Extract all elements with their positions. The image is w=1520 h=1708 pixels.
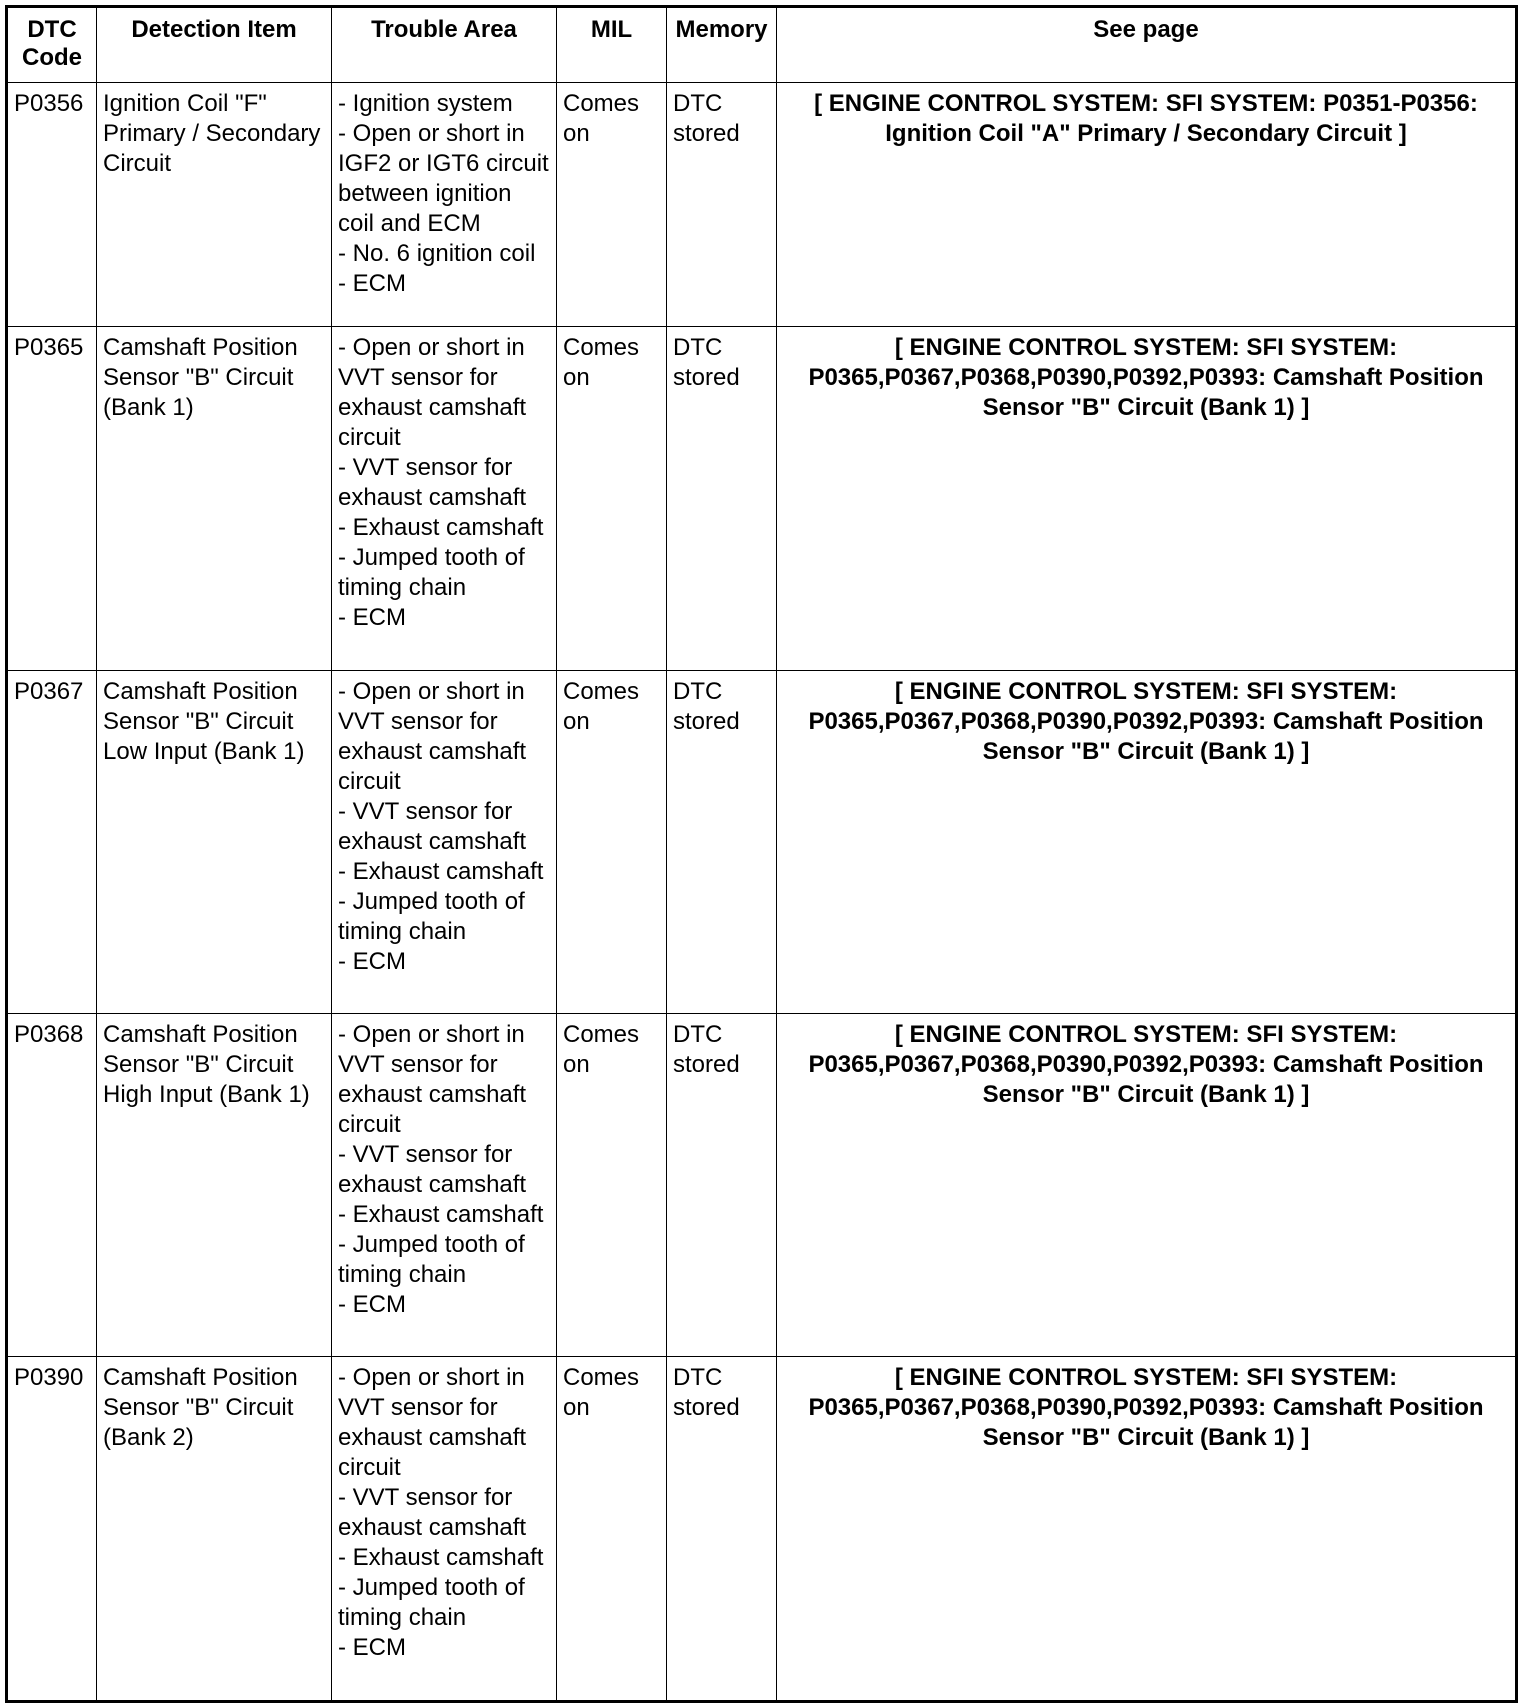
trouble-area-line: - ECM <box>338 604 406 632</box>
table-row <box>7 327 1517 670</box>
mil-cell: Comes on <box>557 1357 667 1702</box>
detection-item-cell: Ignition Coil "F" Primary / Secondary Circuit <box>97 83 332 327</box>
trouble-area-line: - Exhaust camshaft <box>338 857 544 885</box>
trouble-area-line: - Open or short in VVT sensor for exhaust camshaft circuit <box>338 677 533 795</box>
dtc-code-cell: P0367 <box>7 670 97 1013</box>
dtc-code-cell: P0365 <box>7 327 97 670</box>
header-dtc-code: DTC Code <box>7 7 97 83</box>
trouble-area-line: - Open or short in VVT sensor for exhaust camshaft circuit <box>338 1364 533 1482</box>
header-memory: Memory <box>667 7 777 83</box>
trouble-area-line: - Open or short in VVT sensor for exhaust camshaft circuit <box>338 1020 533 1138</box>
detection-item-cell: Camshaft Position Sensor "B" Circuit (Bank 1) <box>97 327 332 670</box>
memory-cell: DTC stored <box>667 670 777 1013</box>
trouble-area-line: - Exhaust camshaft <box>338 514 544 542</box>
trouble-area-line: - VVT sensor for exhaust camshaft <box>338 797 527 855</box>
detection-item-cell: Camshaft Position Sensor "B" Circuit High Input (Bank 1) <box>97 1013 332 1356</box>
trouble-area-cell <box>332 670 557 1013</box>
detection-item-cell: Camshaft Position Sensor "B" Circuit (Bank 2) <box>97 1357 332 1702</box>
trouble-area-line: - Jumped tooth of timing chain <box>338 1574 532 1632</box>
header-row <box>7 7 1517 83</box>
see-page-cell: [ ENGINE CONTROL SYSTEM: SFI SYSTEM: P0365,P0367,P0368,P0390,P0392,P0393: Camshaft Position Sensor "B" Circuit (Bank 1) ] <box>777 1357 1517 1702</box>
header-trouble-area: Trouble Area <box>332 7 557 83</box>
see-page-cell: [ ENGINE CONTROL SYSTEM: SFI SYSTEM: P0365,P0367,P0368,P0390,P0392,P0393: Camshaft Position Sensor "B" Circuit (Bank 1) ] <box>777 670 1517 1013</box>
trouble-area-line: - Jumped tooth of timing chain <box>338 1230 532 1288</box>
trouble-area-cell <box>332 1357 557 1702</box>
mil-cell: Comes on <box>557 83 667 327</box>
trouble-area-line: - ECM <box>338 1634 406 1662</box>
trouble-area-cell <box>332 83 557 327</box>
table-header <box>7 7 1517 83</box>
table-row <box>7 1357 1517 1702</box>
header-mil: MIL <box>557 7 667 83</box>
trouble-area-line: - ECM <box>338 947 406 975</box>
trouble-area-line: - No. 6 ignition coil <box>338 240 536 267</box>
dtc-code-cell: P0356 <box>7 83 97 327</box>
memory-cell: DTC stored <box>667 1357 777 1702</box>
dtc-table <box>5 5 1518 1703</box>
trouble-area-line: - Jumped tooth of timing chain <box>338 544 532 602</box>
trouble-area-cell <box>332 1013 557 1356</box>
table-row <box>7 1013 1517 1356</box>
trouble-area-line: - Open or short in VVT sensor for exhaust camshaft circuit <box>338 334 533 452</box>
see-page-cell: [ ENGINE CONTROL SYSTEM: SFI SYSTEM: P0365,P0367,P0368,P0390,P0392,P0393: Camshaft Position Sensor "B" Circuit (Bank 1) ] <box>777 327 1517 670</box>
table-row <box>7 670 1517 1013</box>
mil-cell: Comes on <box>557 1013 667 1356</box>
memory-cell: DTC stored <box>667 1013 777 1356</box>
trouble-area-line: - ECM <box>338 1290 406 1318</box>
detection-item-cell: Camshaft Position Sensor "B" Circuit Low Input (Bank 1) <box>97 670 332 1013</box>
trouble-area-cell <box>332 327 557 670</box>
mil-cell: Comes on <box>557 670 667 1013</box>
dtc-code-cell: P0368 <box>7 1013 97 1356</box>
trouble-area-line: - Jumped tooth of timing chain <box>338 887 532 945</box>
see-page-cell: [ ENGINE CONTROL SYSTEM: SFI SYSTEM: P0365,P0367,P0368,P0390,P0392,P0393: Camshaft Position Sensor "B" Circuit (Bank 1) ] <box>777 1013 1517 1356</box>
trouble-area-line: - VVT sensor for exhaust camshaft <box>338 454 527 512</box>
header-see-page: See page <box>777 7 1517 83</box>
dtc-code-cell: P0390 <box>7 1357 97 1702</box>
trouble-area-line: - Exhaust camshaft <box>338 1200 544 1228</box>
header-detection-item: Detection Item <box>97 7 332 83</box>
trouble-area-line: - Open or short in IGF2 or IGT6 circuit between ignition coil and ECM <box>338 120 556 237</box>
trouble-area-line: - Exhaust camshaft <box>338 1544 544 1572</box>
table-body <box>7 83 1517 1702</box>
memory-cell: DTC stored <box>667 83 777 327</box>
table-row <box>7 83 1517 327</box>
trouble-area-line: - ECM <box>338 270 406 297</box>
memory-cell: DTC stored <box>667 327 777 670</box>
mil-cell: Comes on <box>557 327 667 670</box>
trouble-area-line: - VVT sensor for exhaust camshaft <box>338 1140 527 1198</box>
trouble-area-line: - Ignition system <box>338 90 513 117</box>
trouble-area-line: - VVT sensor for exhaust camshaft <box>338 1484 527 1542</box>
see-page-cell: [ ENGINE CONTROL SYSTEM: SFI SYSTEM: P0351-P0356: Ignition Coil "A" Primary / Secondary Circuit ] <box>777 83 1517 327</box>
